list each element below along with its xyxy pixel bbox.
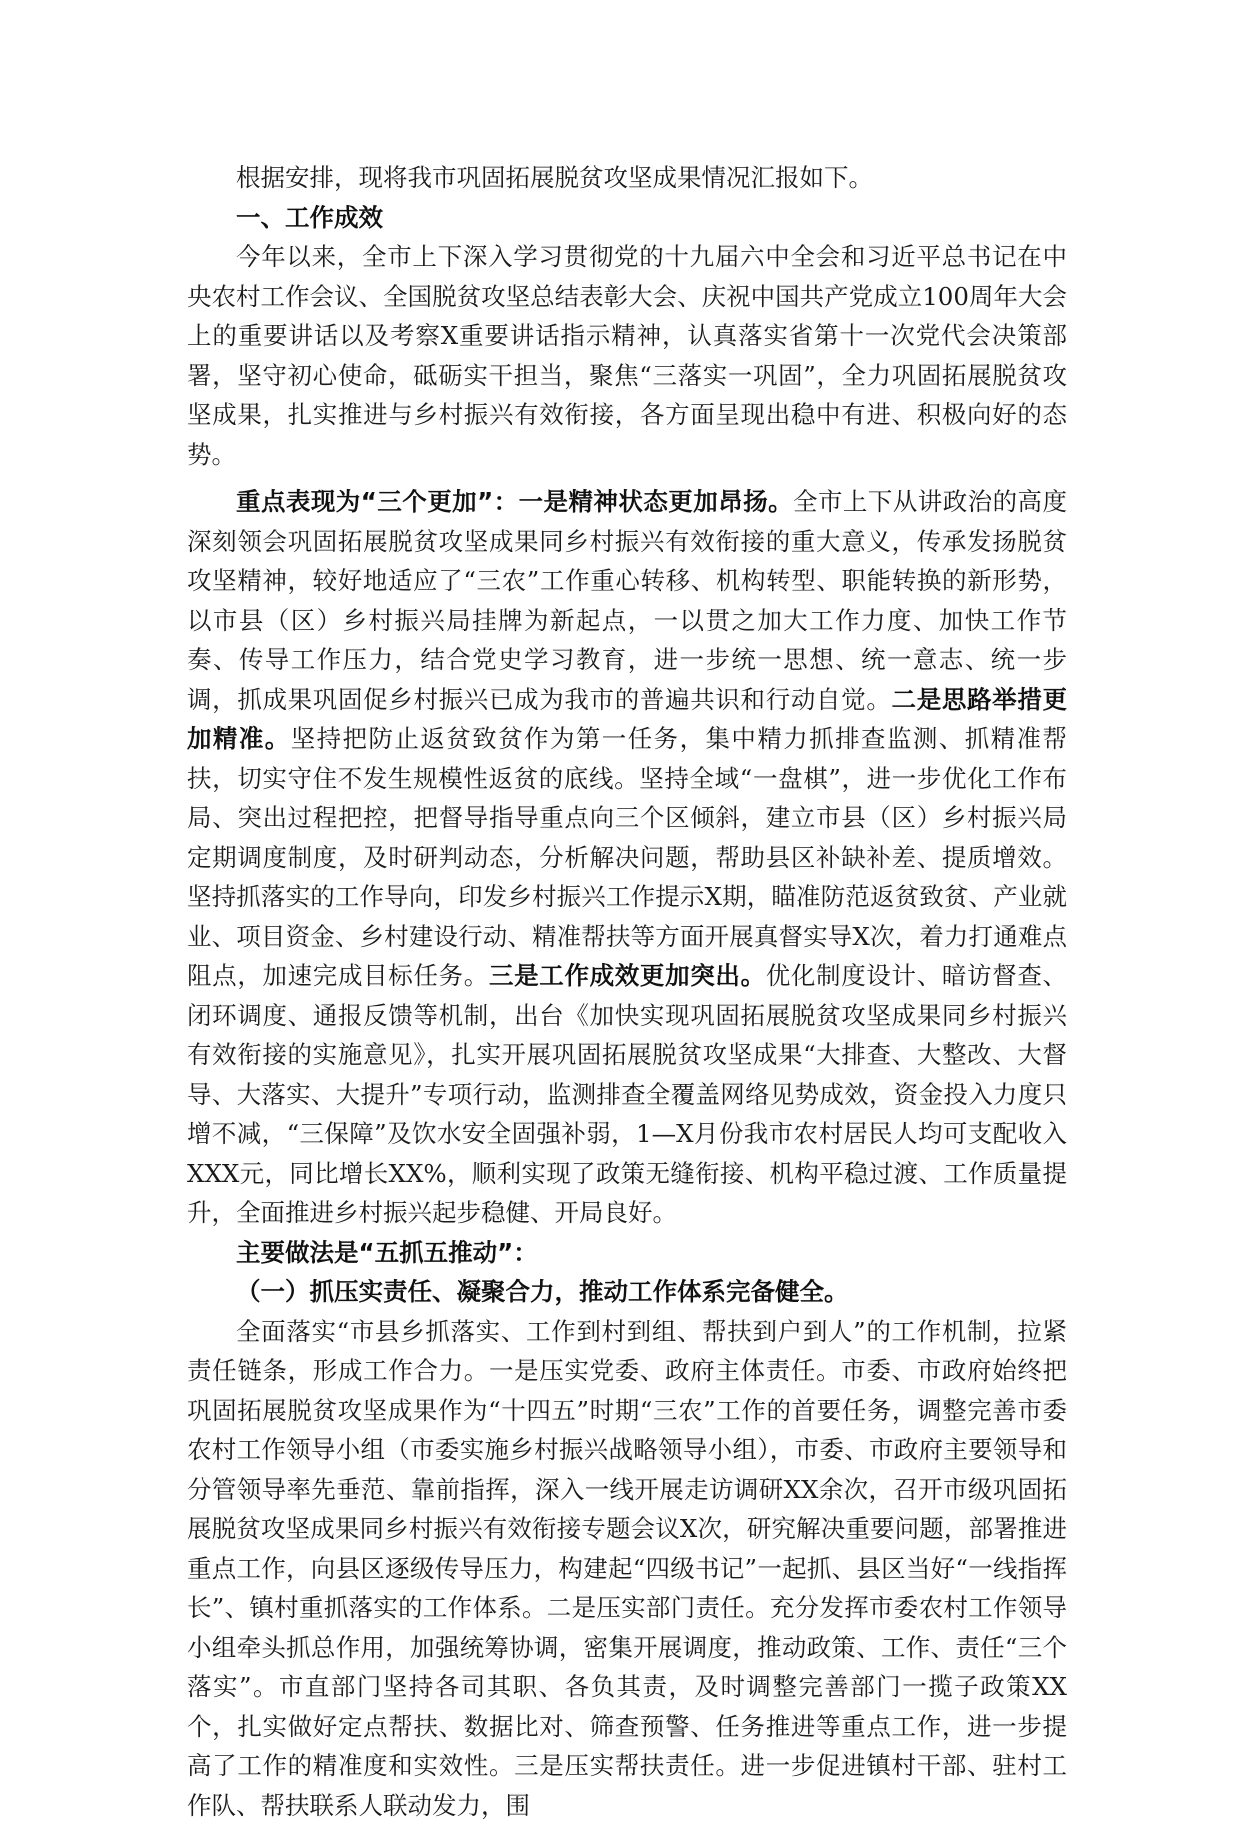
intro-paragraph: 根据安排，现将我市巩固拓展脱贫攻坚成果情况汇报如下。 (187, 158, 1067, 198)
paragraph-responsibility: 全面落实“市县乡抓落实、工作到村到组、帮扶到户到人”的工作机制，拉紧责任链条，形成工作合力。一是压实党委、政府主体责任。市委、市政府始终把巩固拓展脱贫攻坚成果作为“十四五”时期“三农”工作的首要任务，调整完善市委农村工作领导小组（市委实施乡村振兴战略领导小组），市委、市政府主要领导和分管领导率先垂范、靠前指挥，深入一线开展走访调研XX余次，召开市级巩固拓展脱贫攻坚成果同乡村振兴有效衔接专题会议X次，研究解决重要问题，部署推进重点工作，向县区逐级传导压力，构建起“四级书记”一起抓、县区当好“一线指挥长”、镇村重抓落实的工作体系。二是压实部门责任。充分发挥市委农村工作领导小组牵头抓总作用，加强统筹协调，密集开展调度，推动政策、工作、责任“三个落实”。市直部门坚持各司其职、各负其责，及时调整完善部门一揽子政策XX个，扎实做好定点帮扶、数据比对、筛查预警、任务推进等重点工作，进一步提高了工作的精准度和实效性。三是压实帮扶责任。进一步促进镇村干部、驻村工作队、帮扶联系人联动发力，围 (187, 1312, 1067, 1825)
paragraph-text: 全市上下从讲政治的高度深刻领会巩固拓展脱贫攻坚成果同乡村振兴有效衔接的重大意义，传承发扬脱贫攻坚精神，较好地适应了“三农”工作重心转移、机构转型、职能转换的新形势，以市县（区）乡村振兴局挂牌为新起点，一以贯之加大工作力度、加快工作节奏、传导工作压力，结合党史学习教育，进一步统一思想、统一意志、统一步调，抓成果巩固促乡村振兴已成为我市的普遍共识和行动自觉。 (187, 487, 1067, 714)
bold-lead-second: 二是思路举措更加精准。 (187, 685, 1067, 754)
bold-lead-three-more: 重点表现为“三个更加”：一是精神状态更加昂扬。 (236, 487, 793, 516)
document-body (187, 158, 1067, 1825)
paragraph-text: 优化制度设计、暗访督查、闭环调度、通报反馈等机制，出台《加快实现巩固拓展脱贫攻坚成果同乡村振兴有效衔接的实施意见》，扎实开展巩固拓展脱贫攻坚成果“大排查、大整改、大督导、大落实、大提升”专项行动，监测排查全覆盖网络见势成效，资金投入力度只增不减，“三保障”及饮水安全固强补弱，1—X月份我市农村居民人均可支配收入XXX元，同比增长XX%，顺利实现了政策无缝衔接、机构平稳过渡、工作质量提升，全面推进乡村振兴起步稳健、开局良好。 (187, 961, 1067, 1227)
subsection-heading-1: （一）抓压实责任、凝聚合力，推动工作体系完备健全。 (187, 1272, 1067, 1312)
bold-lead-third: 三是工作成效更加突出。 (489, 961, 766, 990)
section-heading-work-results: 一、工作成效 (187, 198, 1067, 238)
main-methods-heading: 主要做法是“五抓五推动”： (187, 1233, 1067, 1273)
paragraph-overview: 今年以来，全市上下深入学习贯彻党的十九届六中全会和习近平总书记在中央农村工作会议、全国脱贫攻坚总结表彰大会、庆祝中国共产党成立100周年大会上的重要讲话以及考察X重要讲话指示精神，认真落实省第十一次党代会决策部署，坚守初心使命，砥砺实干担当，聚焦“三落实一巩固”，全力巩固拓展脱贫攻坚成果，扎实推进与乡村振兴有效衔接，各方面呈现出稳中有进、积极向好的态势。 (187, 237, 1067, 474)
paragraph-text: 坚持把防止返贫致贫作为第一任务，集中精力抓排查监测、抓精准帮扶，切实守住不发生规模性返贫的底线。坚持全域“一盘棋”，进一步优化工作布局、突出过程把控，把督导指导重点向三个区倾斜，建立市县（区）乡村振兴局定期调度制度，及时研判动态，分析解决问题，帮助县区补缺补差、提质增效。坚持抓落实的工作导向，印发乡村振兴工作提示X期，瞄准防范返贫致贫、产业就业、项目资金、乡村建设行动、精准帮扶等方面开展真督实导X次，着力打通难点阻点，加速完成目标任务。 (187, 724, 1067, 990)
paragraph-three-more (187, 482, 1067, 1233)
